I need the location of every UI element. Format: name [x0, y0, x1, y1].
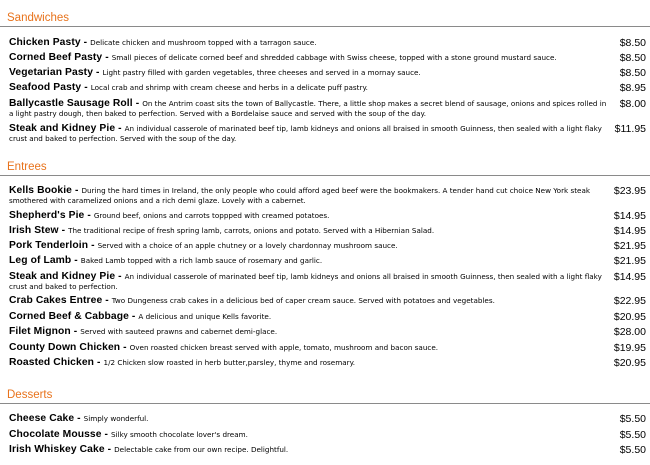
menu-item-name: Steak and Kidney Pie: [9, 271, 116, 282]
menu-item-price: $21.95: [613, 255, 646, 267]
menu-item-name: County Down Chicken: [9, 342, 121, 353]
menu-item-description: Baked Lamb topped with a rich lamb sauce of rosemary and garlic.: [80, 256, 323, 265]
menu-item-price: $22.95: [613, 295, 646, 307]
menu-item: Steak and Kidney Pie - An individual casserole of marinated beef tip, lamb kidneys and onions all braised in smooth Guinness, then sealed with a light flaky crust and baked to perfection. Served with the soup of the day. $11.95: [9, 123, 646, 143]
menu-item-description: Two Dungeness crab cakes in a delicious bed of caper cream sauce. Served with potatoes and vegetables.: [111, 296, 495, 305]
menu-item-description: During the hard times in Ireland, the only people who could afford aged beef were the bookmakers. A tender hand cut choice New York steak smothered with caramelized onions and a rich demi glaze. Lovely with a cabernet.: [9, 186, 591, 205]
menu-item: Filet Mignon - Served with sauteed prawns and cabernet demi-glace. $28.00: [9, 326, 646, 338]
section-header-entrees: [0, 150, 650, 176]
menu-item-price: $5.50: [619, 413, 646, 425]
section-header-sandwiches: [0, 0, 650, 27]
menu-item-description: Delicate chicken and mushroom topped with a tarragon sauce.: [90, 38, 317, 47]
menu-item: Corned Beef & Cabbage - A delicious and unique Kells favorite. $20.95: [9, 311, 646, 323]
menu-item-description: Local crab and shrimp with cream cheese and herbs in a delicate puff pastry.: [90, 83, 368, 92]
menu-item-price: $5.50: [619, 444, 646, 456]
menu-item-price: $8.95: [619, 82, 646, 94]
menu-item-description: Served with sauteed prawns and cabernet demi-glace.: [80, 327, 278, 336]
menu-item-price: $14.95: [613, 271, 646, 283]
menu-item-price: $11.95: [614, 123, 646, 135]
menu-item: County Down Chicken - Oven roasted chicken breast served with apple, tomato, mushroom and bacon sauce. $19.95: [9, 342, 646, 354]
menu-item-name: Pork Tenderloin: [9, 240, 89, 251]
menu-item-price: $8.00: [619, 98, 646, 110]
menu-item-description: 1/2 Chicken slow roasted in herb butter,parsley, thyme and rosemary.: [103, 358, 356, 367]
menu-item-name: Ballycastle Sausage Roll: [9, 98, 133, 109]
menu-item: Chocolate Mousse - Silky smooth chocolate lover's dream. $5.50: [9, 429, 646, 441]
menu-item-description: On the Antrim coast sits the town of Ballycastle. There, a little shop makes a secret blend of sausage, onions and spices rolled in a light pastry dough, then baked to perfection. Served with a Bordelaise sauce and served with the soup of the day.: [9, 99, 607, 118]
menu-item-name: Filet Mignon: [9, 326, 71, 337]
menu-item-description: Light pastry filled with garden vegetables, three cheeses and served in a mornay sauce.: [102, 68, 421, 77]
section-title: Sandwiches: [7, 12, 70, 24]
section-title: Entrees: [7, 161, 47, 173]
menu-item: Leg of Lamb - Baked Lamb topped with a rich lamb sauce of rosemary and garlic. $21.95: [9, 255, 646, 267]
menu-item-description: A delicious and unique Kells favorite.: [138, 312, 272, 321]
menu-item: Ballycastle Sausage Roll - On the Antrim coast sits the town of Ballycastle. There, a little shop makes a secret blend of sausage, onions and spices rolled in a light pastry dough, then baked to perfection. Served with a Bordelaise sauce and served with the soup of the day. $8.00: [9, 98, 646, 118]
menu-item-price: $5.50: [619, 429, 646, 441]
menu-item-name: Shepherd's Pie: [9, 210, 85, 221]
menu-item-price: $14.95: [613, 225, 646, 237]
menu-item-price: $19.95: [613, 342, 646, 354]
menu-item-name: Kells Bookie: [9, 185, 73, 196]
menu-item-description: Oven roasted chicken breast served with apple, tomato, mushroom and bacon sauce.: [129, 343, 439, 352]
menu-item: Vegetarian Pasty - Light pastry filled with garden vegetables, three cheeses and served in a mornay sauce. $8.50: [9, 67, 646, 79]
menu-item-description: An individual casserole of marinated beef tip, lamb kidneys and onions all braised in smooth Guinness, then sealed with a light flaky crust and baked to perfection. Served with the soup of the day.: [9, 124, 602, 143]
menu-item-description: Small pieces of delicate corned beef and shredded cabbage with Swiss cheese, topped with a stone ground mustard sauce.: [111, 53, 557, 62]
menu-item-name: Seafood Pasty: [9, 82, 82, 93]
menu-item-name: Cheese Cake: [9, 413, 75, 424]
menu-item-price: $8.50: [619, 37, 646, 49]
menu-item-price: $20.95: [613, 311, 646, 323]
menu-item-description: Delectable cake from our own recipe. Delightful.: [114, 445, 289, 454]
menu-item-description: An individual casserole of marinated beef tip, lamb kidneys and onions all braised in smooth Guinness, then sealed with a light flaky crust and baked to perfection.: [9, 272, 602, 291]
menu-item: Crab Cakes Entree - Two Dungeness crab cakes in a delicious bed of caper cream sauce. Served with potatoes and vegetables. $22.95: [9, 295, 646, 307]
menu-item: Corned Beef Pasty - Small pieces of delicate corned beef and shredded cabbage with Swiss cheese, topped with a stone ground mustard sauce. $8.50: [9, 52, 646, 64]
menu-item: Cheese Cake - Simply wonderful. $5.50: [9, 413, 646, 425]
menu-item-price: $28.00: [613, 326, 646, 338]
menu-item-price: $23.95: [613, 185, 646, 197]
menu-item: Irish Stew - The traditional recipe of fresh spring lamb, carrots, onions and potato. Served with a Hibernian Salad. $14.95: [9, 225, 646, 237]
menu-item: Seafood Pasty - Local crab and shrimp with cream cheese and herbs in a delicate puff pastry. $8.95: [9, 82, 646, 94]
menu-item: Pork Tenderloin - Served with a choice of an apple chutney or a lovely chardonnay mushroom sauce. $21.95: [9, 240, 646, 252]
menu-item-price: $14.95: [613, 210, 646, 222]
menu-item-description: The traditional recipe of fresh spring lamb, carrots, onions and potato. Served with a Hibernian Salad.: [68, 226, 435, 235]
menu-item-price: $8.50: [619, 52, 646, 64]
section-title: Desserts: [7, 389, 53, 401]
menu-item: Chicken Pasty - Delicate chicken and mushroom topped with a tarragon sauce. $8.50: [9, 37, 646, 49]
menu-item: Shepherd's Pie - Ground beef, onions and carrots toppped with creamed potatoes. $14.95: [9, 210, 646, 222]
menu-item-description: Served with a choice of an apple chutney or a lovely chardonnay mushroom sauce.: [97, 241, 398, 250]
menu-item-description: Silky smooth chocolate lover's dream.: [111, 430, 248, 439]
menu-item-price: $8.50: [619, 67, 646, 79]
menu-item-name: Steak and Kidney Pie: [9, 123, 116, 134]
menu-item-name: Leg of Lamb: [9, 255, 72, 266]
menu-item-name: Vegetarian Pasty: [9, 67, 94, 78]
menu-item-price: $21.95: [613, 240, 646, 252]
menu-item-name: Corned Beef Pasty: [9, 52, 103, 63]
menu-item: Irish Whiskey Cake - Delectable cake from our own recipe. Delightful. $5.50: [9, 444, 646, 456]
menu-item-price: $20.95: [613, 357, 646, 369]
menu-item: Kells Bookie - During the hard times in Ireland, the only people who could afford aged beef were the bookmakers. A tender hand cut choice New York steak smothered with caramelized onions and a rich demi glaze. Lovely with a cabernet. $23.95: [9, 185, 646, 205]
section-header-desserts: [0, 378, 650, 404]
menu-item-name: Roasted Chicken: [9, 357, 95, 368]
menu-item-name: Crab Cakes Entree: [9, 295, 103, 306]
menu-item-name: Irish Stew: [9, 225, 59, 236]
menu-item-name: Irish Whiskey Cake: [9, 444, 105, 455]
menu-item-name: Chicken Pasty: [9, 37, 81, 48]
menu-item-name: Corned Beef & Cabbage: [9, 311, 129, 322]
menu-item-description: Simply wonderful.: [83, 414, 149, 423]
menu-item: Steak and Kidney Pie - An individual casserole of marinated beef tip, lamb kidneys and onions all braised in smooth Guinness, then sealed with a light flaky crust and baked to perfection. $14.95: [9, 271, 646, 291]
menu-item-name: Chocolate Mousse: [9, 429, 102, 440]
menu-item-description: Ground beef, onions and carrots toppped with creamed potatoes.: [93, 211, 330, 220]
menu-item: Roasted Chicken - 1/2 Chicken slow roasted in herb butter,parsley, thyme and rosemary. $20.95: [9, 357, 646, 369]
